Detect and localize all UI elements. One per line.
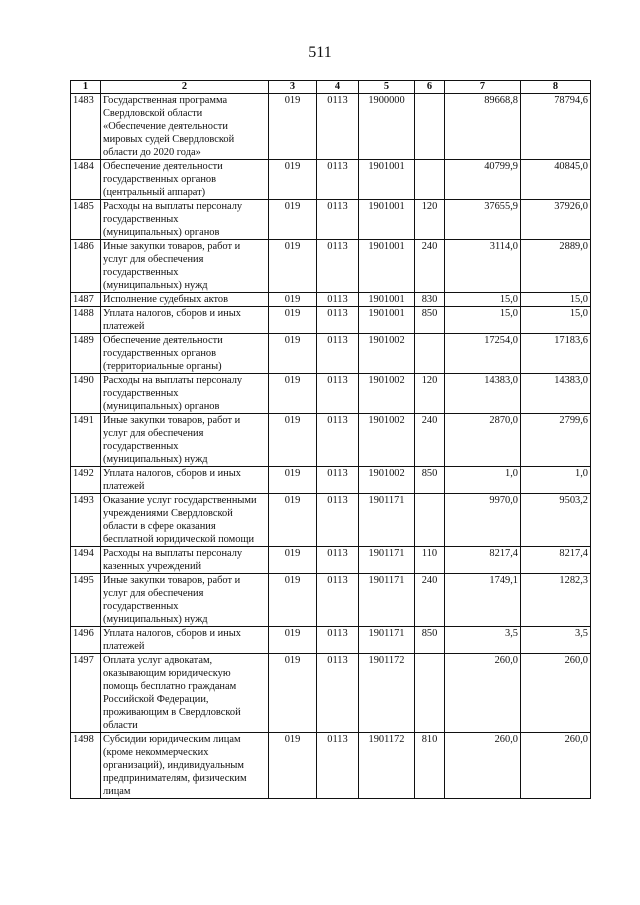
row-number: 1496 [71,627,101,654]
amount-year-1: 2870,0 [445,414,521,467]
row-number: 1486 [71,240,101,293]
row-name: Государственная программа Свердловской области «Обеспечение деятельности мировых судей Свердловской области до 2020 года» [101,94,269,160]
amount-year-1: 260,0 [445,733,521,799]
amount-year-2: 8217,4 [521,547,591,574]
target-article-code: 1901001 [359,240,415,293]
ministry-code: 019 [269,547,317,574]
amount-year-2: 14383,0 [521,374,591,414]
table-row [71,334,591,374]
ministry-code: 019 [269,733,317,799]
ministry-code: 019 [269,467,317,494]
expense-type-code [415,160,445,200]
column-header: 6 [415,81,445,94]
table-row [71,160,591,200]
expense-type-code: 810 [415,733,445,799]
amount-year-1: 1749,1 [445,574,521,627]
section-code: 0113 [317,293,359,307]
amount-year-1: 40799,9 [445,160,521,200]
target-article-code: 1900000 [359,94,415,160]
amount-year-2: 40845,0 [521,160,591,200]
table-row [71,733,591,799]
target-article-code: 1901172 [359,654,415,733]
row-name: Оказание услуг государственными учреждениями Свердловской области в сфере оказания бесплатной юридической помощи [101,494,269,547]
ministry-code: 019 [269,334,317,374]
section-code: 0113 [317,374,359,414]
target-article-code: 1901002 [359,414,415,467]
target-article-code: 1901002 [359,374,415,414]
ministry-code: 019 [269,307,317,334]
amount-year-2: 37926,0 [521,200,591,240]
row-name: Уплата налогов, сборов и иных платежей [101,627,269,654]
amount-year-2: 2799,6 [521,414,591,467]
table-row [71,94,591,160]
column-header: 1 [71,81,101,94]
target-article-code: 1901171 [359,494,415,547]
amount-year-1: 37655,9 [445,200,521,240]
column-header: 7 [445,81,521,94]
table-row [71,307,591,334]
row-number: 1483 [71,94,101,160]
table-row [71,293,591,307]
amount-year-1: 9970,0 [445,494,521,547]
table-row [71,240,591,293]
amount-year-2: 1,0 [521,467,591,494]
amount-year-1: 1,0 [445,467,521,494]
row-number: 1487 [71,293,101,307]
table-row [71,574,591,627]
row-name: Уплата налогов, сборов и иных платежей [101,467,269,494]
column-header: 8 [521,81,591,94]
row-name: Исполнение судебных актов [101,293,269,307]
row-name: Иные закупки товаров, работ и услуг для обеспечения государственных (муниципальных) нужд [101,574,269,627]
budget-table [70,80,591,799]
column-header: 2 [101,81,269,94]
expense-type-code [415,654,445,733]
section-code: 0113 [317,467,359,494]
section-code: 0113 [317,200,359,240]
amount-year-1: 15,0 [445,307,521,334]
expense-type-code [415,494,445,547]
amount-year-1: 8217,4 [445,547,521,574]
target-article-code: 1901001 [359,200,415,240]
section-code: 0113 [317,654,359,733]
amount-year-2: 1282,3 [521,574,591,627]
ministry-code: 019 [269,200,317,240]
ministry-code: 019 [269,374,317,414]
section-code: 0113 [317,574,359,627]
amount-year-1: 15,0 [445,293,521,307]
amount-year-1: 17254,0 [445,334,521,374]
section-code: 0113 [317,94,359,160]
row-name: Иные закупки товаров, работ и услуг для обеспечения государственных (муниципальных) нужд [101,240,269,293]
section-code: 0113 [317,307,359,334]
row-number: 1484 [71,160,101,200]
column-header: 5 [359,81,415,94]
amount-year-1: 89668,8 [445,94,521,160]
target-article-code: 1901171 [359,547,415,574]
amount-year-2: 15,0 [521,293,591,307]
ministry-code: 019 [269,654,317,733]
expense-type-code: 850 [415,307,445,334]
amount-year-2: 2889,0 [521,240,591,293]
amount-year-2: 78794,6 [521,94,591,160]
row-name: Обеспечение деятельности государственных органов (центральный аппарат) [101,160,269,200]
amount-year-2: 17183,6 [521,334,591,374]
table-row [71,494,591,547]
expense-type-code [415,334,445,374]
expense-type-code: 120 [415,374,445,414]
table-row [71,467,591,494]
section-code: 0113 [317,733,359,799]
section-code: 0113 [317,414,359,467]
expense-type-code: 850 [415,467,445,494]
row-number: 1497 [71,654,101,733]
row-number: 1492 [71,467,101,494]
table-row [71,627,591,654]
amount-year-1: 3,5 [445,627,521,654]
ministry-code: 019 [269,574,317,627]
expense-type-code: 110 [415,547,445,574]
expense-type-code: 240 [415,240,445,293]
ministry-code: 019 [269,414,317,467]
row-name: Обеспечение деятельности государственных органов (территориальные органы) [101,334,269,374]
target-article-code: 1901171 [359,627,415,654]
row-name: Оплата услуг адвокатам, оказывающим юридическую помощь бесплатно гражданам Российской Федерации, проживающим в Свердловской области [101,654,269,733]
section-code: 0113 [317,240,359,293]
table-row [71,200,591,240]
amount-year-1: 3114,0 [445,240,521,293]
row-number: 1490 [71,374,101,414]
target-article-code: 1901172 [359,733,415,799]
row-number: 1493 [71,494,101,547]
target-article-code: 1901001 [359,293,415,307]
row-name: Уплата налогов, сборов и иных платежей [101,307,269,334]
row-number: 1495 [71,574,101,627]
row-number: 1485 [71,200,101,240]
ministry-code: 019 [269,293,317,307]
expense-type-code: 830 [415,293,445,307]
row-name: Расходы на выплаты персоналу государственных (муниципальных) органов [101,374,269,414]
column-header: 3 [269,81,317,94]
row-number: 1494 [71,547,101,574]
target-article-code: 1901171 [359,574,415,627]
amount-year-2: 260,0 [521,654,591,733]
section-code: 0113 [317,547,359,574]
row-number: 1491 [71,414,101,467]
table-row [71,374,591,414]
row-name: Расходы на выплаты персоналу государственных (муниципальных) органов [101,200,269,240]
target-article-code: 1901001 [359,160,415,200]
column-header: 4 [317,81,359,94]
section-code: 0113 [317,160,359,200]
amount-year-1: 260,0 [445,654,521,733]
ministry-code: 019 [269,160,317,200]
row-name: Иные закупки товаров, работ и услуг для обеспечения государственных (муниципальных) нужд [101,414,269,467]
header-row [71,81,591,94]
row-name: Расходы на выплаты персоналу казенных учреждений [101,547,269,574]
amount-year-2: 260,0 [521,733,591,799]
ministry-code: 019 [269,94,317,160]
expense-type-code [415,94,445,160]
table-row [71,654,591,733]
ministry-code: 019 [269,240,317,293]
section-code: 0113 [317,334,359,374]
expense-type-code: 240 [415,574,445,627]
row-number: 1488 [71,307,101,334]
ministry-code: 019 [269,494,317,547]
ministry-code: 019 [269,627,317,654]
row-number: 1489 [71,334,101,374]
table-body [71,94,591,799]
section-code: 0113 [317,627,359,654]
table-row [71,547,591,574]
target-article-code: 1901001 [359,307,415,334]
amount-year-2: 9503,2 [521,494,591,547]
expense-type-code: 850 [415,627,445,654]
amount-year-2: 15,0 [521,307,591,334]
table-row [71,414,591,467]
page-number: 511 [308,44,332,61]
target-article-code: 1901002 [359,467,415,494]
amount-year-2: 3,5 [521,627,591,654]
expense-type-code: 240 [415,414,445,467]
row-name: Субсидии юридическим лицам (кроме некоммерческих организаций), индивидуальным предпринимателям, физическим лицам [101,733,269,799]
section-code: 0113 [317,494,359,547]
expense-type-code: 120 [415,200,445,240]
row-number: 1498 [71,733,101,799]
target-article-code: 1901002 [359,334,415,374]
amount-year-1: 14383,0 [445,374,521,414]
